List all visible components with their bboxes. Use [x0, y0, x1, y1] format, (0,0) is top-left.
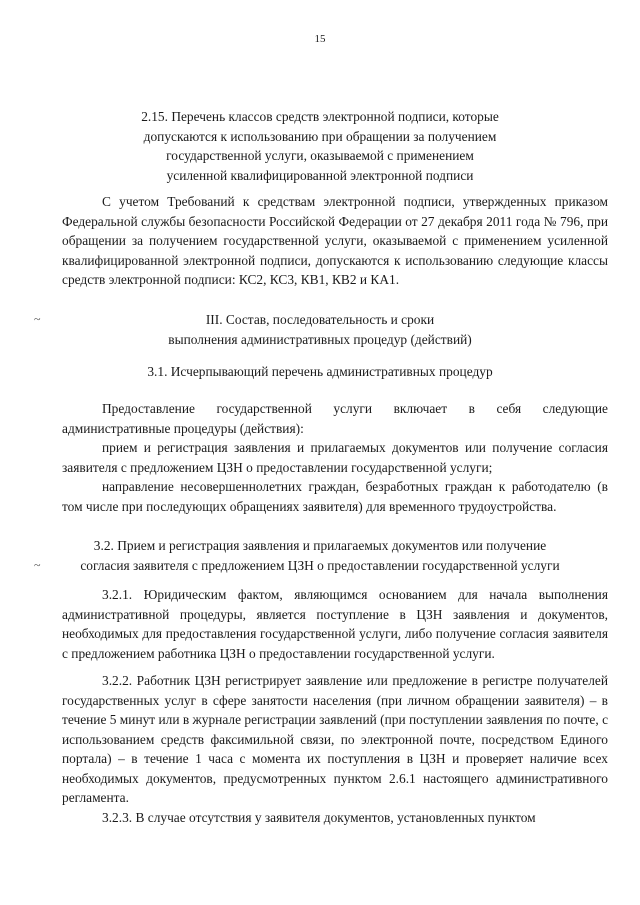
section-3-1-item-1: прием и регистрация заявления и прилагаемых документов или получение согласия заявителя с предложением ЦЗН о предоставлении государственной услуги;: [62, 440, 608, 475]
heading-line: выполнения административных процедур (действий): [168, 331, 472, 347]
section-3-heading: [0, 310, 640, 349]
heading-line: допускаются к использованию при обращении за получением: [143, 128, 497, 144]
section-3-2-1: 3.2.1. Юридическим фактом, являющимся основанием для начала выполнения административной процедуры, является поступление в ЦЗН заявления и документов, необходимых для предоставления государственной услуги, либо получение согласия заявителя с предложением работника ЦЗН о предоставлении государственной услуги.: [62, 587, 608, 661]
section-3-2-2: 3.2.2. Работник ЦЗН регистрирует заявление или предложение в регистре получателей государственных услуг в сфере занятости населения (при личном обращении заявителя) – в течение 5 минут или в журнале регистрации заявлений (при поступлении заявления по почте, с использованием средств факсимильной связи, по электронной почте, посредством Единого портала) – в течение 1 часа с момента их поступления в ЦЗН и проверяет наличие всех необходимых документов, предусмотренных пунктом 2.6.1 настоящего административного регламента.: [62, 673, 609, 805]
heading-line: 3.2. Прием и регистрация заявления и прилагаемых документов или получение: [93, 538, 547, 553]
margin-mark: ~: [34, 558, 41, 572]
heading-line: государственной услуги, оказываемой с применением: [166, 148, 474, 163]
section-2-15-heading: [0, 107, 640, 185]
heading-line: согласия заявителя с предложением ЦЗН о предоставлении государственной услуги: [80, 557, 560, 573]
heading-line: 2.15. Перечень классов средств электронной подписи, которые: [141, 109, 499, 124]
section-3-1-heading: 3.1. Исчерпывающий перечень административных процедур: [147, 364, 493, 379]
section-3-1-intro: Предоставление государственной услуги включает в себя следующие административные процедуры (действия):: [62, 401, 608, 436]
section-3-1-item-2: направление несовершеннолетних граждан, безработных граждан к работодателю (в том числе при последующих обращениях заявителя) для временного трудоустройства.: [62, 479, 608, 514]
section-2-15-body: С учетом Требований к средствам электронной подписи, утвержденных приказом Федеральной службы безопасности Российской Федерации от 27 декабря 2011 года № 796, при обращении за получением государственной услуги, оказываемой с применением усиленной квалифицированной электронной подписи, допускаются к использованию следующие классы средств электронной подписи: КС2, КС3, КВ1, КВ2 и КА1.: [62, 194, 608, 287]
section-3-2-3: 3.2.3. В случае отсутствия у заявителя документов, установленных пунктом: [102, 810, 536, 825]
margin-mark: ~: [34, 312, 41, 326]
heading-line: III. Состав, последовательность и сроки: [205, 312, 435, 327]
heading-line: усиленной квалифицированной электронной подписи: [166, 167, 474, 183]
section-3-2-heading: [0, 536, 640, 575]
page-number: 15: [314, 33, 326, 45]
